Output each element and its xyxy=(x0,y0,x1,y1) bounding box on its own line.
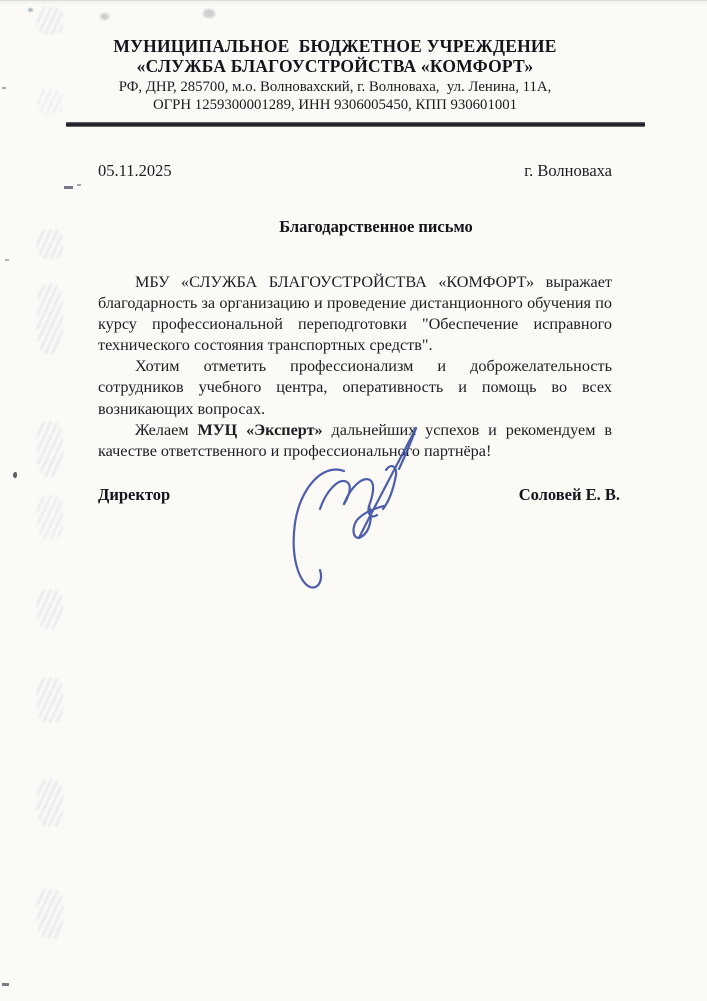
signatory-role: Директор xyxy=(98,485,171,504)
scan-speck xyxy=(28,8,33,12)
header-divider-rule xyxy=(66,122,645,127)
letterhead xyxy=(55,36,615,114)
bleed-through-artifact xyxy=(37,589,63,629)
letter-place: г. Волноваха xyxy=(524,161,612,180)
bleed-through-artifact xyxy=(37,229,63,259)
scan-dash xyxy=(64,186,73,189)
org-name-line1: МУНИЦИПАЛЬНОЕ БЮДЖЕТНОЕ УЧРЕЖДЕНИЕ xyxy=(113,36,557,56)
bleed-through-artifact xyxy=(37,284,63,354)
org-address: РФ, ДНР, 285700, м.о. Волновахский, г. Волноваха, ул. Ленина, 11А, xyxy=(118,79,552,95)
paragraph-3-rest: дальнейших успехов и рекомендуем в качестве ответственного и профессионального партнёра! xyxy=(98,420,612,460)
scan-dash xyxy=(77,184,81,186)
bleed-through-artifact xyxy=(37,7,63,35)
scan-speck xyxy=(203,9,215,18)
org-name-line2: «СЛУЖБА БЛАГОУСТРОЙСТВА «КОМФОРТ» xyxy=(136,56,534,76)
signoff-row xyxy=(98,485,620,505)
scan-speck xyxy=(13,472,17,478)
signatory-name: Соловей Е. В. xyxy=(518,485,620,504)
bleed-through-artifact xyxy=(37,421,63,477)
bleed-through-artifact xyxy=(37,889,63,939)
scan-dash xyxy=(5,259,9,261)
org-registration-codes: ОГРН 1259300001289, ИНН 9306005450, КПП 930601001 xyxy=(152,96,518,113)
date-place-row xyxy=(98,161,612,181)
scan-dash xyxy=(2,983,9,986)
scan-dash xyxy=(2,87,6,89)
letter-title: Благодарственное письмо xyxy=(279,217,473,236)
bleed-through-artifact xyxy=(37,779,63,827)
bleed-through-artifact xyxy=(37,677,63,723)
letter-date: 05.11.2025 xyxy=(98,161,172,180)
paragraph-3-lead: Желаем xyxy=(135,420,198,439)
scan-speck xyxy=(100,13,109,20)
paragraph-1: МБУ «СЛУЖБА БЛАГОУСТРОЙСТВА «КОМФОРТ» выражает благодарность за организацию и проведение дистанционного обучения по курсу профессиональной переподготовки "Обеспечение исправного технического состояния транспортных средств". xyxy=(98,273,612,355)
paragraph-2: Хотим отметить профессионализм и доброжелательность сотрудников учебного центра, оперативность и помощь во всех возникающих вопросах. xyxy=(98,357,612,418)
bleed-through-artifact xyxy=(37,89,63,115)
paragraph-3-org-name: МУЦ «Эксперт» xyxy=(197,420,323,439)
bleed-through-artifact xyxy=(37,495,63,539)
